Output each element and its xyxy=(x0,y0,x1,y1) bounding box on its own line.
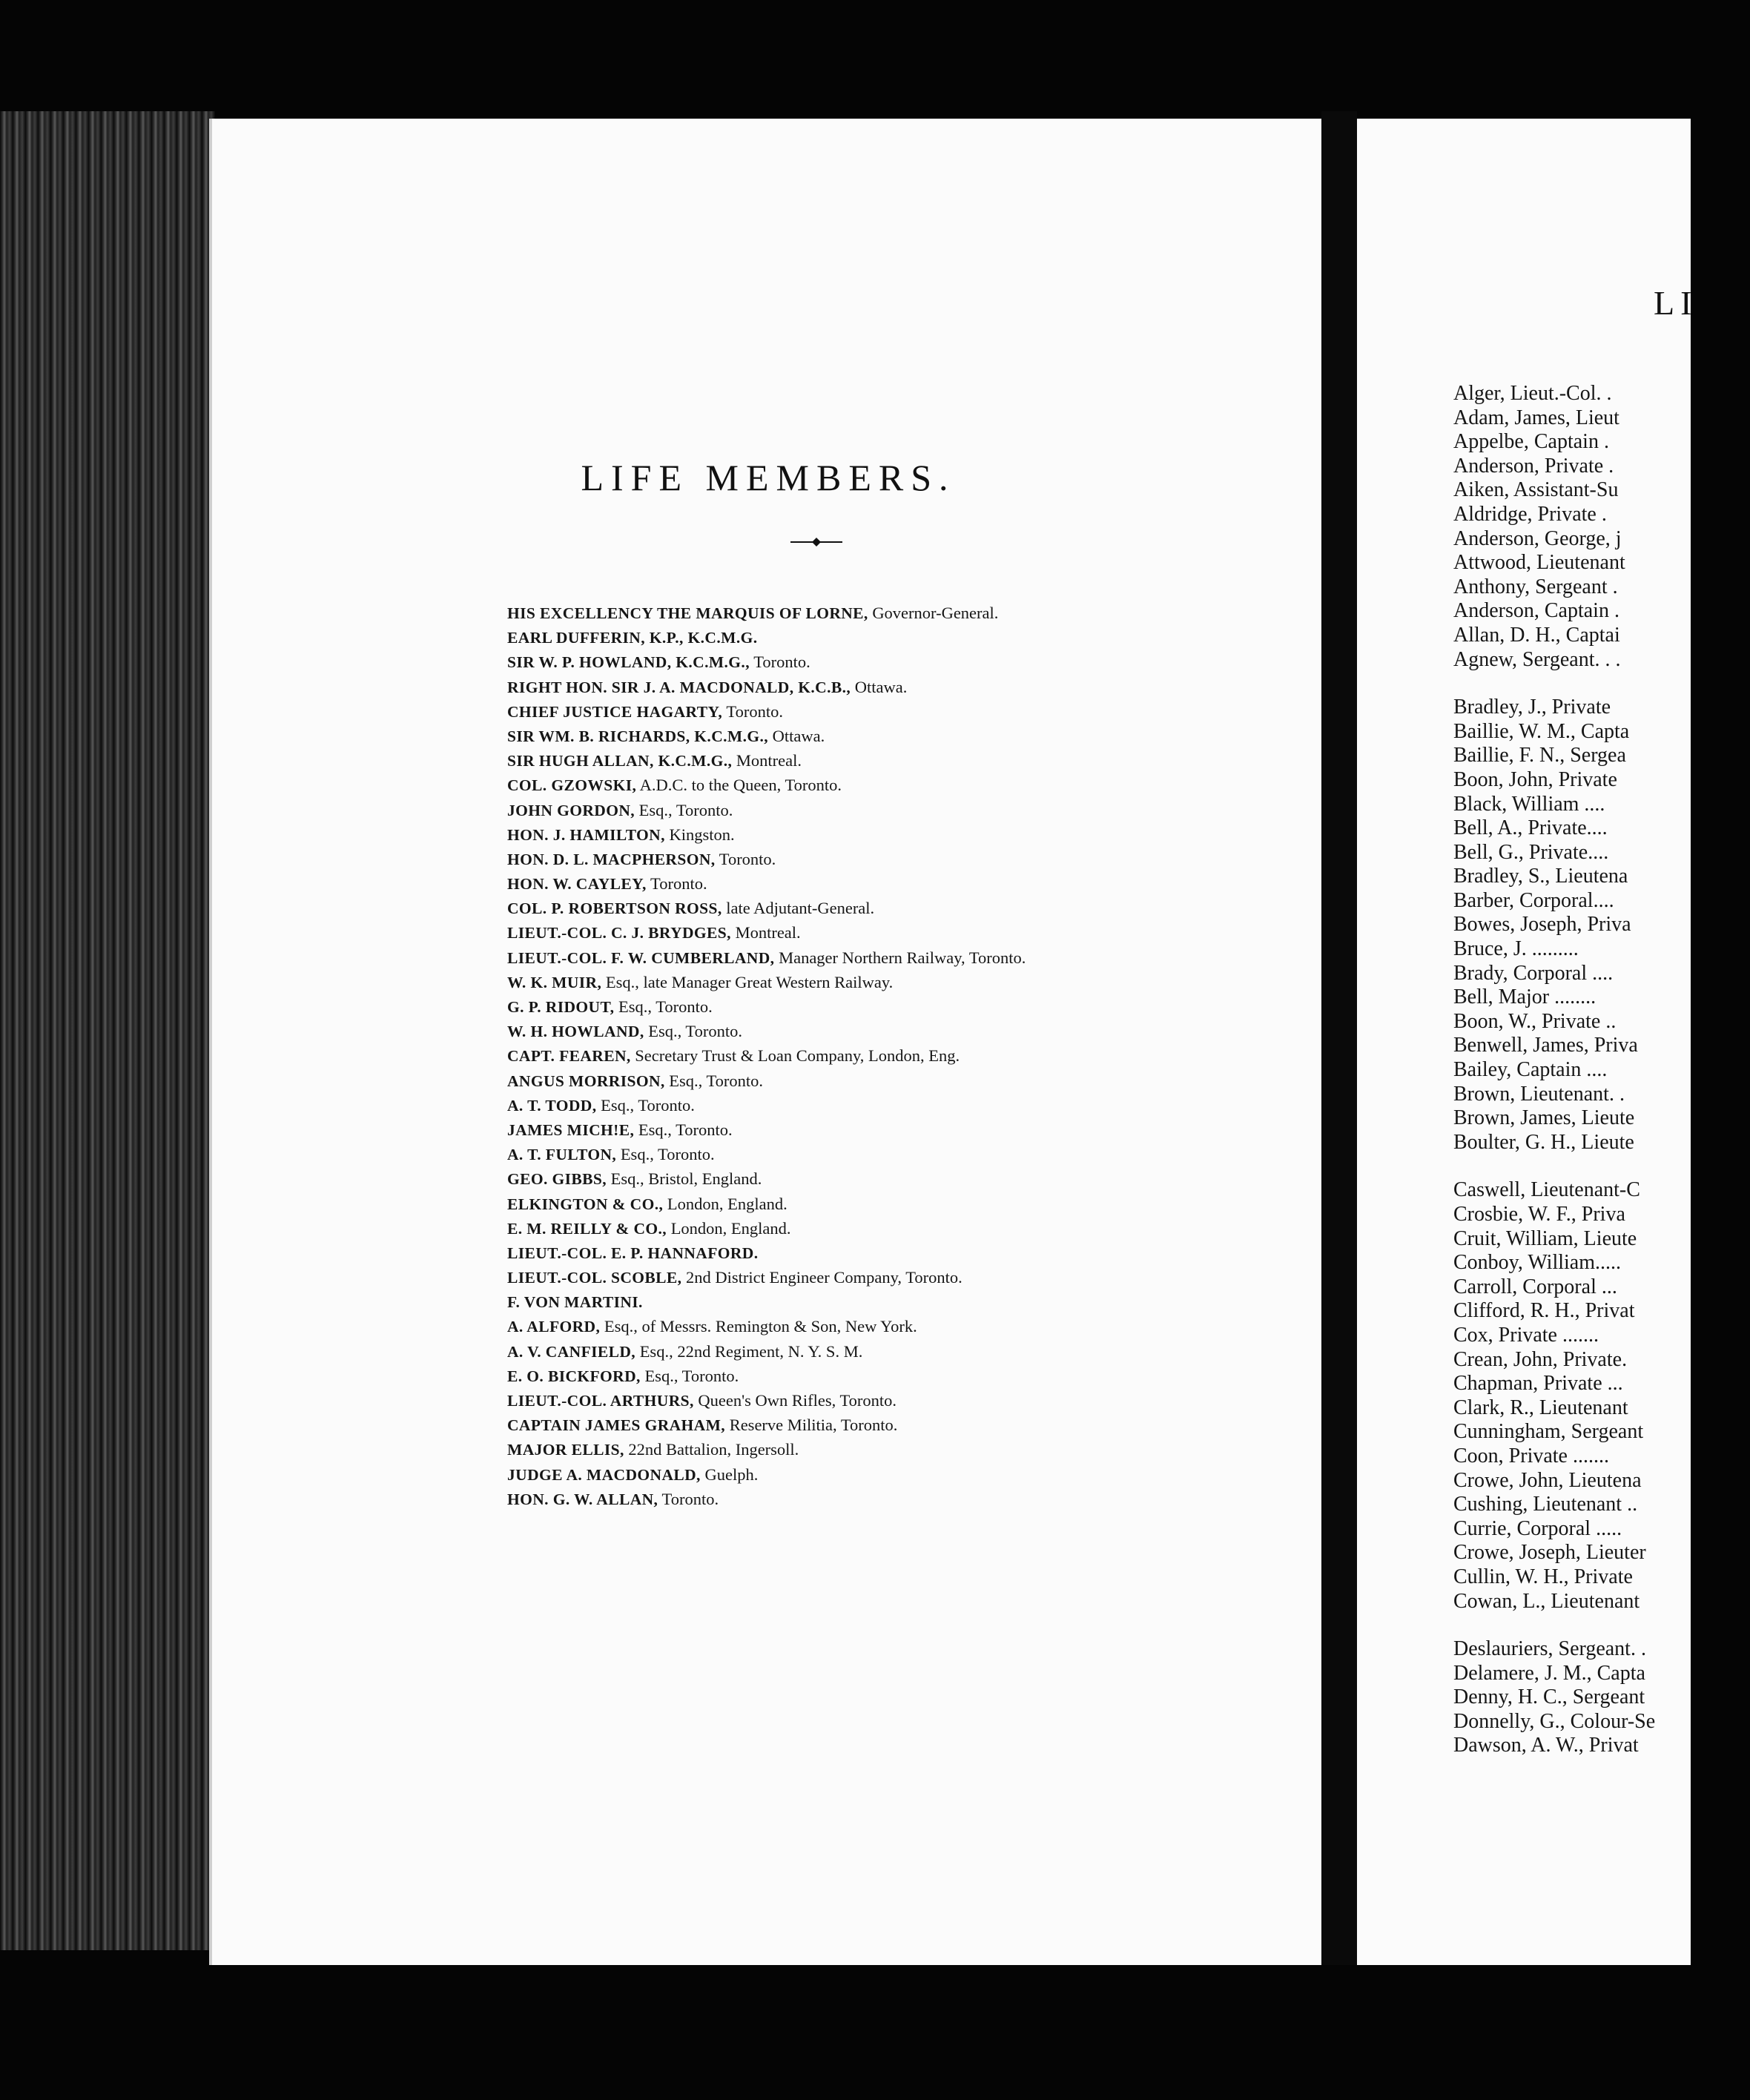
list-entry: Adam, James, Lieut xyxy=(1453,406,1619,429)
member-note: Esq., 22nd Regiment, N. Y. S. M. xyxy=(635,1341,863,1361)
member-note: Governor-General. xyxy=(868,604,999,622)
list-entry: Clark, R., Lieutenant xyxy=(1453,1396,1628,1419)
list-entry: Denny, H. C., Sergeant xyxy=(1453,1685,1645,1709)
member-entry xyxy=(507,1142,1323,1166)
members-list xyxy=(507,601,1323,1511)
member-name: HON. D. L. MACPHERSON, xyxy=(507,850,716,868)
list-entry: Aiken, Assistant-Su xyxy=(1453,478,1619,502)
list-entry: Baillie, W. M., Capta xyxy=(1453,719,1630,743)
list-entry: Caswell, Lieutenant-C xyxy=(1453,1178,1640,1202)
member-note: Esq., Toronto. xyxy=(644,1022,742,1041)
member-note: A.D.C. to the Queen, Toronto. xyxy=(636,776,842,795)
right-page-title: LI xyxy=(1654,284,1698,322)
member-note: Manager Northern Railway, Toronto. xyxy=(774,948,1026,967)
list-entry: Boulter, G. H., Lieute xyxy=(1453,1130,1634,1154)
member-entry xyxy=(507,699,1323,724)
member-entry xyxy=(507,1241,1323,1265)
member-note: late Adjutant-General. xyxy=(722,899,875,918)
group-gap xyxy=(1453,672,1750,696)
member-entry xyxy=(507,724,1323,748)
member-name: F. VON MARTINI. xyxy=(507,1293,643,1312)
member-entry xyxy=(507,1462,1323,1487)
member-name: HON. J. HAMILTON, xyxy=(507,825,665,844)
member-name: A. ALFORD, xyxy=(507,1318,601,1336)
list-entry: Brown, James, Lieute xyxy=(1453,1106,1635,1130)
member-note: Montreal. xyxy=(732,751,802,770)
member-name: A. T. FULTON, xyxy=(507,1146,617,1164)
group-gap xyxy=(1453,1155,1750,1178)
list-entry: Barber, Corporal.... xyxy=(1453,888,1614,912)
right-page xyxy=(1357,119,1698,1965)
member-note: Toronto. xyxy=(658,1489,719,1508)
list-entry: Crowe, John, Lieutena xyxy=(1453,1468,1642,1492)
member-entry xyxy=(507,1093,1323,1117)
member-name: LIEUT.-COL. C. J. BRYDGES, xyxy=(507,924,731,942)
member-name: LIEUT.-COL. E. P. HANNAFORD. xyxy=(507,1244,759,1262)
list-entry: Bell, A., Private.... xyxy=(1453,816,1608,840)
list-entry: Bradley, J., Private xyxy=(1453,696,1611,719)
member-entry xyxy=(507,970,1323,994)
member-name: A. V. CANFIELD, xyxy=(507,1342,636,1361)
member-entry xyxy=(507,1166,1323,1191)
list-entry: Bailey, Captain .... xyxy=(1453,1058,1608,1082)
member-entry xyxy=(507,748,1323,773)
right-page-list xyxy=(1453,382,1750,1758)
list-entry: Bowes, Joseph, Priva xyxy=(1453,913,1631,937)
list-entry: Chapman, Private ... xyxy=(1453,1372,1623,1396)
list-entry: Anderson, George, j xyxy=(1453,526,1622,550)
member-name: CHIEF JUSTICE HAGARTY, xyxy=(507,702,723,721)
member-note: Esq., late Manager Great Western Railway. xyxy=(601,972,894,991)
member-note: Esq., Toronto. xyxy=(640,1366,739,1385)
page-title: LIFE MEMBERS. xyxy=(581,457,956,498)
member-entry xyxy=(507,798,1323,822)
list-entry: Bradley, S., Lieutena xyxy=(1453,865,1628,888)
list-entry: Cowan, L., Lieutenant xyxy=(1453,1589,1640,1613)
member-name: JUDGE A. MACDONALD, xyxy=(507,1465,701,1484)
list-entry: Cruit, William, Lieute xyxy=(1453,1226,1637,1250)
member-note: Esq., Toronto. xyxy=(664,1071,764,1090)
member-note: Esq., Bristol, England. xyxy=(607,1169,762,1189)
member-entry xyxy=(507,871,1323,896)
member-name: LIEUT.-COL. ARTHURS, xyxy=(507,1392,694,1410)
list-entry: Brown, Lieutenant. . xyxy=(1453,1082,1625,1106)
list-entry: Aldridge, Private . xyxy=(1453,502,1607,526)
member-name: HIS EXCELLENCY THE MARQUIS OF LORNE, xyxy=(507,604,868,622)
member-entry xyxy=(507,847,1323,871)
list-entry: Crean, John, Private. xyxy=(1453,1347,1628,1371)
list-entry: Appelbe, Captain . xyxy=(1453,430,1609,454)
list-entry: Cunningham, Sergeant xyxy=(1453,1420,1644,1444)
list-entry: Boon, W., Private .. xyxy=(1453,1009,1617,1033)
member-name: JAMES MICH!E, xyxy=(507,1120,635,1139)
member-note: London, England. xyxy=(663,1194,788,1213)
list-entry: Cullin, W. H., Private xyxy=(1453,1565,1633,1588)
list-entry: Allan, D. H., Captai xyxy=(1453,623,1620,647)
member-note: Esq., Toronto. xyxy=(635,800,733,819)
list-entry: Donnelly, G., Colour-Se xyxy=(1453,1709,1656,1733)
member-name: HON. G. W. ALLAN, xyxy=(507,1490,658,1508)
member-entry xyxy=(507,601,1323,625)
member-entry xyxy=(507,945,1323,970)
left-page xyxy=(209,119,1324,1965)
list-entry: Black, William .... xyxy=(1453,792,1605,816)
member-entry xyxy=(507,920,1323,945)
member-note: Esq., of Messrs. Remington & Son, New York. xyxy=(600,1317,917,1336)
member-note: Ottawa. xyxy=(768,726,825,745)
member-entry xyxy=(507,675,1323,699)
member-entry xyxy=(507,1069,1323,1093)
member-note: Esq., Toronto. xyxy=(616,1145,715,1164)
member-entry xyxy=(507,1413,1323,1437)
member-entry xyxy=(507,773,1323,797)
list-entry: Attwood, Lieutenant xyxy=(1453,551,1625,575)
list-entry: Alger, Lieut.-Col. . xyxy=(1453,382,1612,405)
member-entry xyxy=(507,1192,1323,1216)
member-name: A. T. TODD, xyxy=(507,1096,597,1115)
member-note: 22nd Battalion, Ingersoll. xyxy=(624,1440,799,1459)
member-name: W. H. HOWLAND, xyxy=(507,1023,644,1041)
member-entry xyxy=(507,1216,1323,1241)
list-entry: Bell, Major ........ xyxy=(1453,985,1597,1009)
gutter xyxy=(1321,111,1357,1965)
member-entry xyxy=(507,1019,1323,1043)
member-entry xyxy=(507,1437,1323,1462)
list-entry: Bruce, J. ......... xyxy=(1453,937,1579,961)
member-name: CAPTAIN JAMES GRAHAM, xyxy=(507,1416,726,1435)
member-entry xyxy=(507,1487,1323,1511)
list-entry: Delamere, J. M., Capta xyxy=(1453,1661,1645,1685)
member-name: E. M. REILLY & CO., xyxy=(507,1219,667,1238)
member-name: CAPT. FEAREN, xyxy=(507,1047,631,1066)
member-name: E. O. BICKFORD, xyxy=(507,1367,641,1385)
list-entry: Deslauriers, Sergeant. . xyxy=(1453,1637,1646,1661)
member-name: SIR WM. B. RICHARDS, K.C.M.G., xyxy=(507,727,769,745)
member-entry xyxy=(507,1364,1323,1388)
member-name: SIR W. P. HOWLAND, K.C.M.G., xyxy=(507,653,750,672)
member-name: SIR HUGH ALLAN, K.C.M.G., xyxy=(507,752,733,770)
member-note: Secretary Trust & Loan Company, London, Eng. xyxy=(630,1046,960,1066)
member-name: G. P. RIDOUT, xyxy=(507,998,615,1016)
member-name: COL. P. ROBERTSON ROSS, xyxy=(507,899,722,918)
list-entry: Benwell, James, Priva xyxy=(1453,1034,1638,1057)
member-name: EARL DUFFERIN, K.P., K.C.M.G. xyxy=(507,629,758,647)
member-note: Toronto. xyxy=(646,874,707,894)
member-entry xyxy=(507,1043,1323,1068)
group-gap xyxy=(1453,1614,1750,1637)
member-note: Queen's Own Rifles, Toronto. xyxy=(693,1391,897,1410)
list-entry: Bell, G., Private.... xyxy=(1453,840,1609,864)
list-entry: Cushing, Lieutenant .. xyxy=(1453,1493,1638,1516)
list-entry: Boon, John, Private xyxy=(1453,767,1617,791)
list-entry: Anderson, Captain . xyxy=(1453,599,1619,623)
member-name: HON. W. CAYLEY, xyxy=(507,875,647,894)
member-name: JOHN GORDON, xyxy=(507,801,635,819)
member-note: Guelph. xyxy=(700,1465,759,1484)
list-entry: Agnew, Sergeant. . . xyxy=(1453,647,1621,671)
member-entry xyxy=(507,994,1323,1019)
member-note: Kingston. xyxy=(664,825,735,844)
member-name: ANGUS MORRISON, xyxy=(507,1072,665,1090)
member-entry xyxy=(507,1388,1323,1413)
member-name: LIEUT.-COL. SCOBLE, xyxy=(507,1269,682,1287)
member-entry xyxy=(507,1265,1323,1290)
member-name: COL. GZOWSKI, xyxy=(507,776,637,795)
member-note: Ottawa. xyxy=(851,677,908,696)
member-note: Esq., Toronto. xyxy=(614,997,713,1016)
member-note: Montreal. xyxy=(730,923,801,942)
member-name: W. K. MUIR, xyxy=(507,973,602,991)
list-entry: Crowe, Joseph, Lieuter xyxy=(1453,1541,1646,1565)
member-note: Reserve Militia, Toronto. xyxy=(725,1416,898,1435)
member-entry xyxy=(507,1290,1323,1314)
member-note: Toronto. xyxy=(722,701,783,721)
list-entry: Conboy, William..... xyxy=(1453,1251,1621,1275)
divider-ornament xyxy=(790,536,842,548)
member-entry xyxy=(507,1339,1323,1364)
member-entry xyxy=(507,1117,1323,1142)
list-entry: Crosbie, W. F., Priva xyxy=(1453,1203,1625,1226)
page-edges xyxy=(0,111,215,1950)
member-name: GEO. GIBBS, xyxy=(507,1170,607,1189)
member-entry xyxy=(507,650,1323,674)
member-name: LIEUT.-COL. F. W. CUMBERLAND, xyxy=(507,948,775,967)
member-entry xyxy=(507,1314,1323,1338)
list-entry: Anderson, Private . xyxy=(1453,454,1614,478)
list-entry: Currie, Corporal ..... xyxy=(1453,1516,1622,1540)
member-note: Esq., Toronto. xyxy=(634,1120,733,1139)
member-name: RIGHT HON. SIR J. A. MACDONALD, K.C.B., xyxy=(507,678,851,696)
list-entry: Anthony, Sergeant . xyxy=(1453,575,1618,598)
member-entry xyxy=(507,822,1323,847)
list-entry: Carroll, Corporal ... xyxy=(1453,1275,1617,1298)
member-entry xyxy=(507,896,1323,920)
list-entry: Baillie, F. N., Sergea xyxy=(1453,744,1626,767)
list-entry: Clifford, R. H., Privat xyxy=(1453,1299,1635,1323)
member-name: ELKINGTON & CO., xyxy=(507,1195,664,1213)
member-note: London, England. xyxy=(667,1218,791,1238)
member-note: 2nd District Engineer Company, Toronto. xyxy=(681,1268,962,1287)
member-name: MAJOR ELLIS, xyxy=(507,1441,624,1459)
member-note: Esq., Toronto. xyxy=(596,1095,695,1115)
member-note: Toronto. xyxy=(715,849,776,868)
list-entry: Coon, Private ....... xyxy=(1453,1444,1609,1467)
list-entry: Cox, Private ....... xyxy=(1453,1323,1599,1347)
list-entry: Dawson, A. W., Privat xyxy=(1453,1734,1639,1757)
member-entry xyxy=(507,625,1323,650)
member-note: Toronto. xyxy=(749,653,810,672)
list-entry: Brady, Corporal .... xyxy=(1453,961,1614,985)
